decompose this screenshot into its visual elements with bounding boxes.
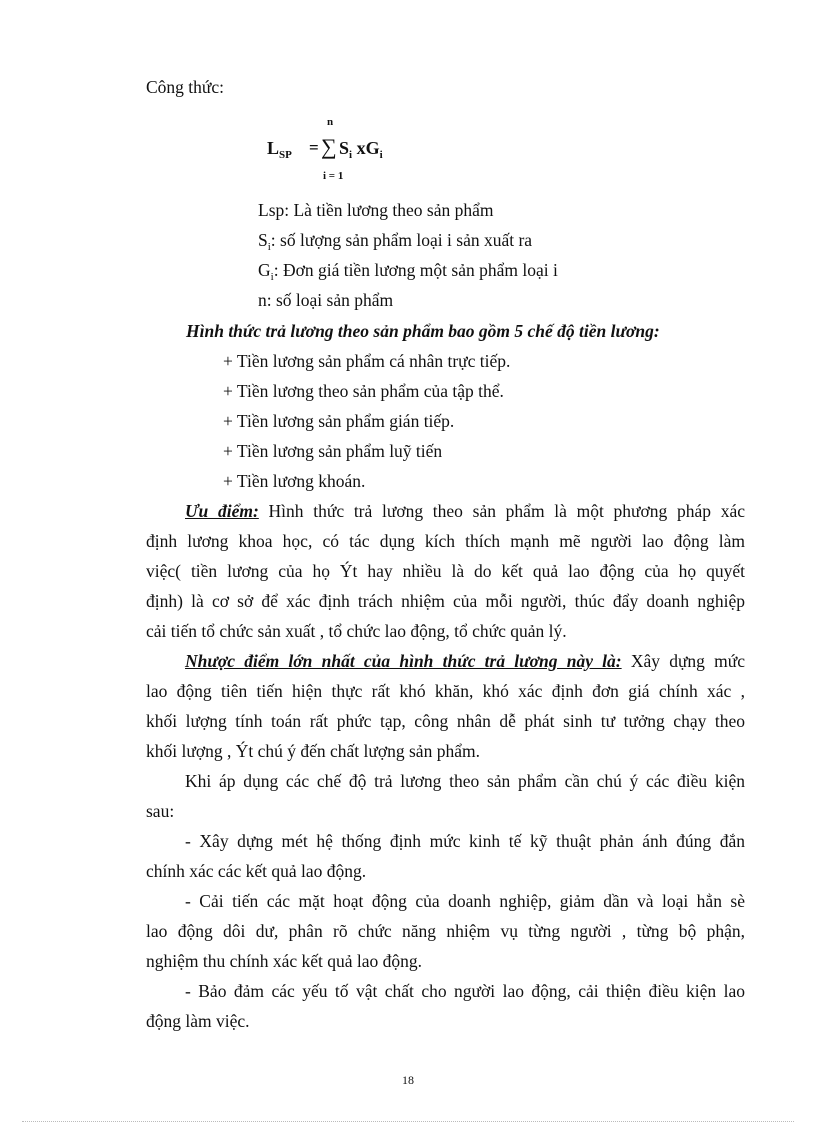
formula-equals: = bbox=[309, 138, 319, 157]
advantages-line: cải tiến tổ chức sản xuất , tổ chức lao động, tổ chức quản lý. bbox=[146, 621, 567, 641]
disadvantages-line: lao động tiên tiến hiện thực rất khó khăn, khó xác định đơn giá chính xác , bbox=[146, 681, 745, 701]
advantages-line: Ưu điểm: Hình thức trả lương theo sản phẩm là một phương pháp xác bbox=[185, 501, 745, 521]
mode-item: + Tiền lương sản phẩm luỹ tiến bbox=[223, 441, 443, 461]
sum-upper-limit: n bbox=[327, 116, 334, 128]
sum-symbol: ∑ bbox=[321, 134, 337, 159]
advantages-line: định lương khoa học, có tác dụng kích thích mạnh mẽ người lao động làm bbox=[146, 531, 745, 551]
modes-heading: Hình thức trả lương theo sản phẩm bao gồm 5 chế độ tiền lương: bbox=[186, 321, 660, 341]
advantages-line: định) là cơ sở để xác định trách nhiệm của mỗi người, thúc đẩy doanh nghiệp bbox=[146, 591, 745, 611]
condition-line: động làm việc. bbox=[146, 1011, 250, 1031]
mode-item: + Tiền lương khoán. bbox=[223, 471, 366, 491]
conditions-intro: sau: bbox=[146, 801, 175, 821]
formula-lhs: $L_{SP}$ bbox=[267, 138, 292, 161]
conditions-intro: Khi áp dụng các chế độ trả lương theo sản phẩm cần chú ý các điều kiện bbox=[185, 771, 745, 791]
condition-line: - Bảo đảm các yếu tố vật chất cho người lao động, cải thiện điều kiện lao bbox=[185, 981, 745, 1001]
condition-line: chính xác các kết quả lao động. bbox=[146, 861, 367, 881]
condition-line: lao động dôi dư, phân rõ chức năng nhiệm vụ từng người , từng bộ phận, bbox=[146, 921, 745, 941]
page-number: 18 bbox=[402, 1073, 414, 1087]
definition-n: n: số loại sản phẩm bbox=[258, 290, 394, 310]
disadvantages-line: khối lượng , Ýt chú ý đến chất lượng sản phẩm. bbox=[146, 741, 480, 761]
definition-si: $S_i$: số lượng sản phẩm loại i sản xuất ra bbox=[258, 230, 533, 253]
disadvantages-line: Nhược điểm lớn nhất của hình thức trả lương này là: Xây dựng mức bbox=[185, 651, 745, 671]
formula-heading: Công thức: bbox=[146, 77, 225, 97]
definition-lsp: Lsp: Là tiền lương theo sản phẩm bbox=[258, 200, 494, 220]
disadvantages-label: Nhược điểm lớn nhất của hình thức trả lương này là: bbox=[185, 651, 622, 671]
mode-item: + Tiền lương theo sản phẩm của tập thể. bbox=[223, 381, 504, 401]
formula-rhs: $S_i$ $xG_i$ bbox=[339, 138, 383, 161]
mode-item: + Tiền lương sản phẩm cá nhân trực tiếp. bbox=[223, 351, 511, 371]
advantages-label: Ưu điểm: bbox=[185, 501, 259, 521]
definition-gi: $G_i$: Đơn giá tiền lương một sản phẩm loại i bbox=[258, 260, 558, 283]
sum-lower-limit: i = 1 bbox=[323, 170, 344, 182]
condition-line: nghiệm thu chính xác kết quả lao động. bbox=[146, 951, 423, 971]
condition-line: - Xây dựng mét hệ thống định mức kinh tế kỹ thuật phản ánh đúng đắn bbox=[185, 831, 745, 851]
advantages-line: việc( tiền lương của họ Ýt hay nhiều là do kết quả lao động của họ quyết bbox=[146, 561, 745, 581]
disadvantages-line: khối lượng tính toán rất phức tạp, công nhân dễ phát sinh tư tưởng chạy theo bbox=[146, 711, 745, 731]
condition-line: - Cải tiến các mặt hoạt động của doanh nghiệp, giảm dần và loại hẳn sè bbox=[185, 891, 745, 911]
formula bbox=[262, 114, 422, 184]
mode-item: + Tiền lương sản phẩm gián tiếp. bbox=[223, 411, 455, 431]
page-divider bbox=[22, 1121, 794, 1122]
